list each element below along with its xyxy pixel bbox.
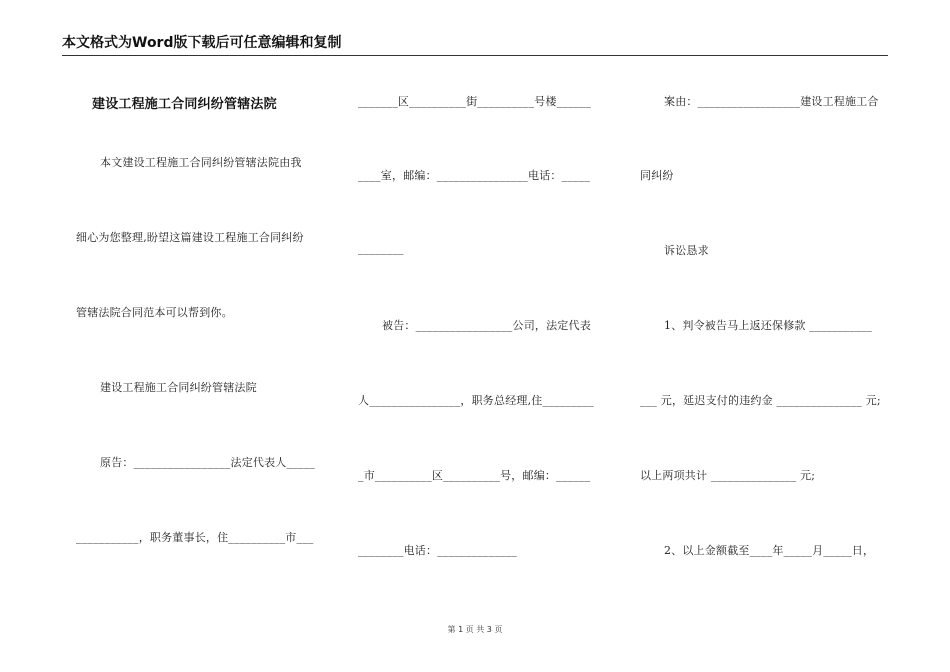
document-header: 本文格式为Word版下载后可任意编辑和复制	[62, 32, 888, 56]
address-line: ____室，邮编：________________电话：_____	[358, 169, 591, 182]
claim-line: 以上两项共计 _______________ 元;	[640, 469, 816, 482]
claims-heading: 诉讼恳求	[664, 244, 709, 257]
case-cause-line: 同纠纷	[640, 169, 674, 182]
address-line: ________	[358, 242, 404, 255]
paragraph-line: 细心为您整理,盼望这篇建设工程施工合同纠纷	[76, 231, 304, 244]
defendant-line: 被告：_________________公司，法定代表	[382, 319, 591, 332]
paragraph-line: 本文建设工程施工合同纠纷管辖法院由我	[100, 156, 302, 169]
case-cause-line: 案由：__________________建设工程施工合	[664, 95, 879, 108]
defendant-line: ________电话：______________	[358, 544, 517, 557]
address-line: _______区__________街__________号楼______	[358, 95, 591, 108]
claim-line: 1、判令被告马上返还保修款 ___________	[664, 319, 872, 332]
claim-line: 2、以上金额截至____年_____月_____日，	[664, 544, 875, 557]
section-heading: 建设工程施工合同纠纷管辖法院	[100, 381, 257, 394]
page-number: 第 1 页 共 3 页	[447, 625, 503, 634]
claim-line: ___ 元，延迟支付的违约金 _______________ 元;	[640, 394, 881, 407]
paragraph-line: 管辖法院合同范本可以帮到你。	[76, 306, 233, 319]
plaintiff-line: 原告：_________________法定代表人_____	[100, 456, 315, 469]
defendant-line: 人________________，职务总经理,住_________	[358, 394, 594, 407]
plaintiff-line: ___________，职务董事长，住__________市___	[76, 531, 314, 544]
document-title: 建设工程施工合同纠纷管辖法院	[92, 97, 277, 112]
defendant-line: _市__________区__________号，邮编：______	[358, 469, 591, 482]
